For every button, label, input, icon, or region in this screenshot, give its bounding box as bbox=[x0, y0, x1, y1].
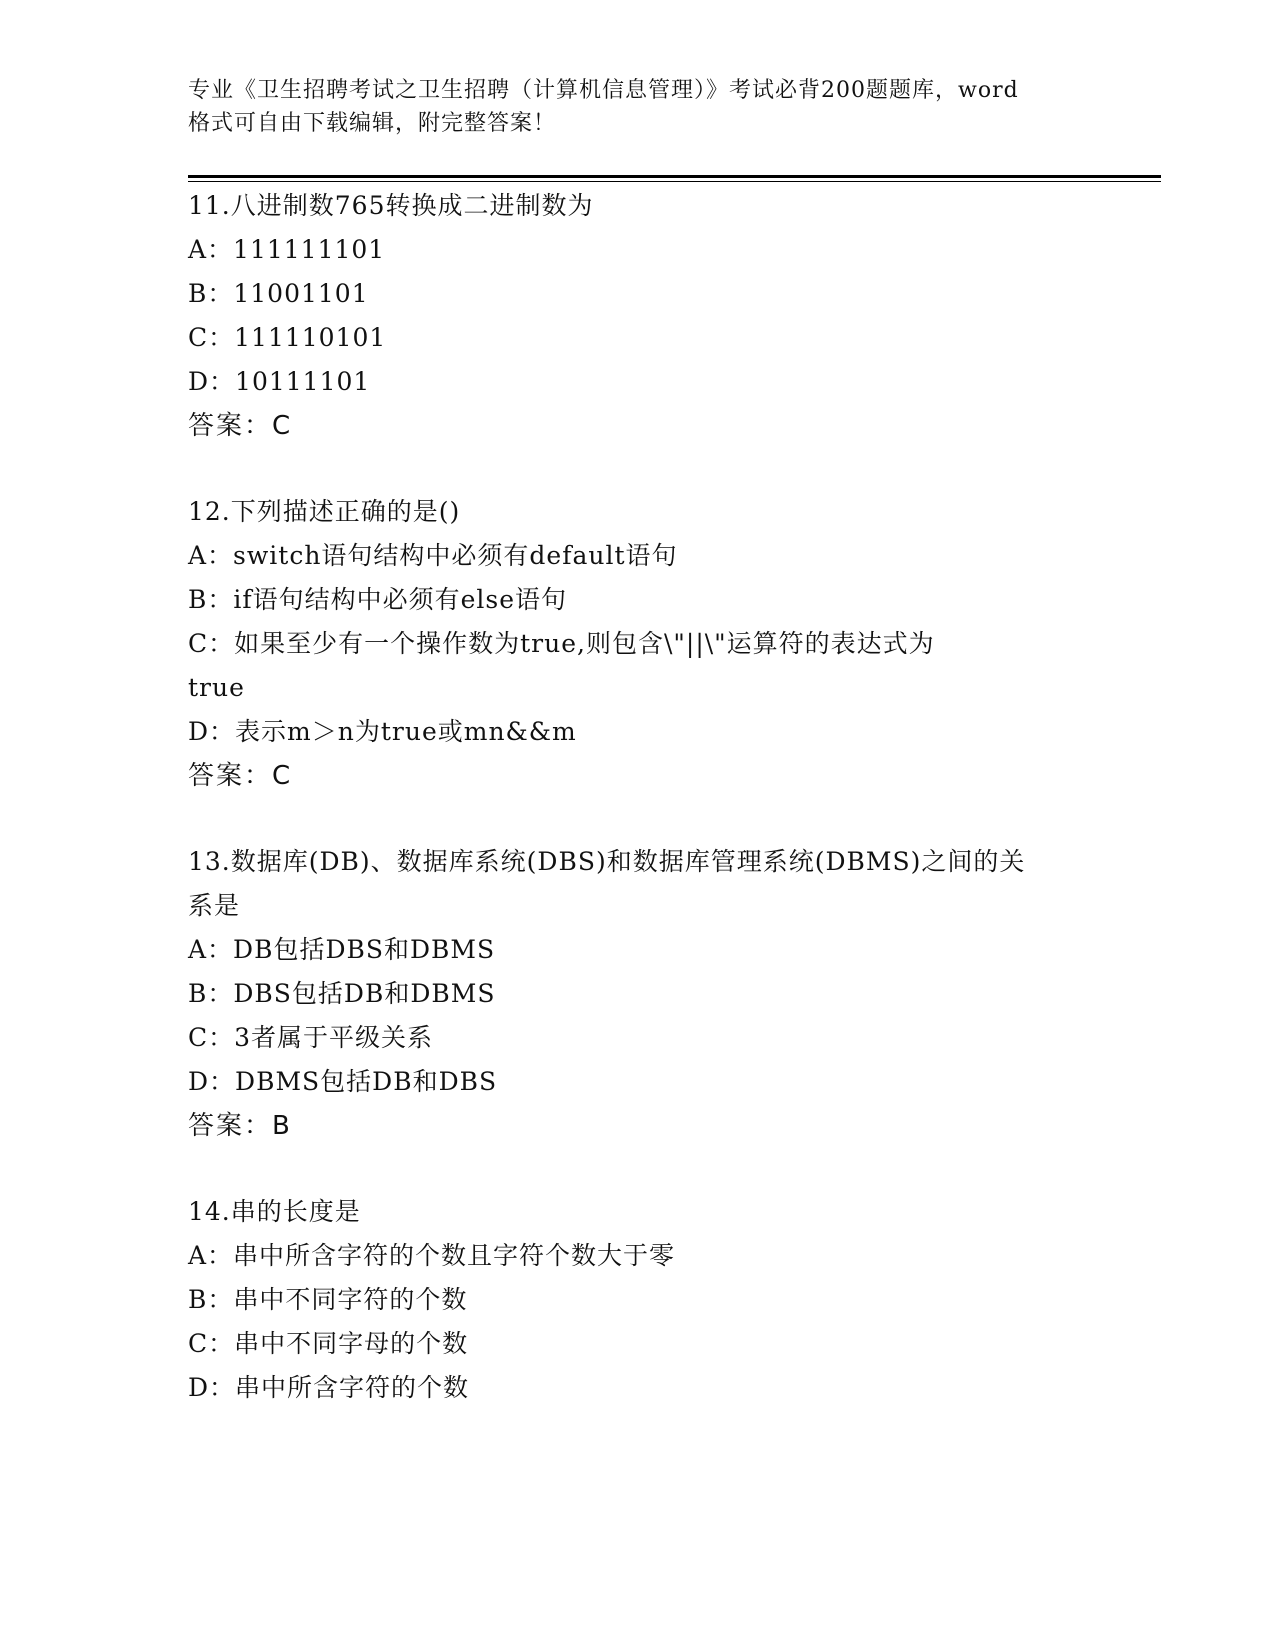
question-14-option-b: B：串中不同字符的个数 bbox=[188, 1285, 468, 1314]
question-11-option-b: B：11001101 bbox=[188, 279, 369, 308]
question-13-option-d: D：DBMS包括DB和DBS bbox=[188, 1067, 498, 1096]
question-12-option-a: A：switch语句结构中必须有default语句 bbox=[188, 541, 678, 570]
question-13-answer: 答案：B bbox=[188, 1111, 292, 1141]
question-13-option-a: A：DB包括DBS和DBMS bbox=[188, 935, 496, 964]
question-12-stem: 12.下列描述正确的是() bbox=[188, 497, 461, 526]
question-13-stem: 13.数据库(DB)、数据库系统(DBS)和数据库管理系统(DBMS)之间的关 bbox=[188, 847, 1026, 876]
header-rule-thin bbox=[188, 181, 1161, 182]
question-14-option-a: A：串中所含字符的个数且字符个数大于零 bbox=[188, 1241, 676, 1270]
question-12-option-c: C：如果至少有一个操作数为true,则包含\"||\"运算符的表达式为 bbox=[188, 629, 935, 658]
question-12-option-b: B：if语句结构中必须有else语句 bbox=[188, 585, 568, 614]
question-14-option-d: D：串中所含字符的个数 bbox=[188, 1373, 470, 1402]
header-rule-thick bbox=[188, 175, 1161, 178]
question-11-option-a: A：111111101 bbox=[188, 235, 386, 264]
question-13-option-c: C：3者属于平级关系 bbox=[188, 1023, 434, 1052]
header-line-2: 格式可自由下载编辑，附完整答案！ bbox=[188, 111, 557, 136]
document-header bbox=[188, 74, 1088, 140]
question-12-answer: 答案：C bbox=[188, 761, 293, 791]
question-12-option-c-continued: true bbox=[188, 673, 245, 702]
question-12-option-d: D：表示m＞n为true或mn&&m bbox=[188, 717, 577, 746]
question-13-option-b: B：DBS包括DB和DBMS bbox=[188, 979, 496, 1008]
question-11-option-d: D：10111101 bbox=[188, 367, 371, 396]
question-11-option-c: C：111110101 bbox=[188, 323, 387, 352]
question-13-stem-continued: 系是 bbox=[188, 891, 241, 920]
question-14-option-c: C：串中不同字母的个数 bbox=[188, 1329, 469, 1358]
header-line-1: 专业《卫生招聘考试之卫生招聘（计算机信息管理）》考试必背200题题库，word bbox=[188, 78, 1019, 103]
question-11-stem: 11.八进制数765转换成二进制数为 bbox=[188, 191, 594, 220]
question-14-stem: 14.串的长度是 bbox=[188, 1197, 361, 1226]
question-11-answer: 答案：C bbox=[188, 411, 293, 441]
